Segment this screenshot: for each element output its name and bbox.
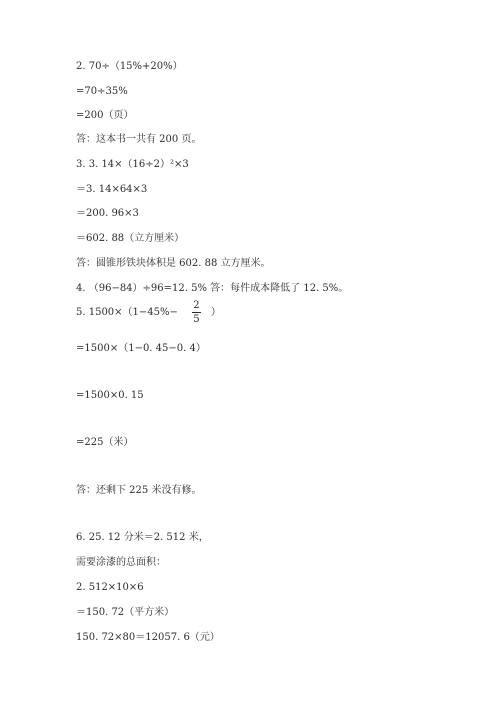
line-13: =1500×0. 15 [76,390,144,401]
fraction [192,300,201,325]
line-18: 2. 512×10×6 [76,582,144,593]
line-8: ＝602. 88（立方厘米） [76,233,185,244]
problem-5-line [76,300,221,326]
line-10: 4. （96−84）÷96=12. 5% 答：每件成本降低了 12. 5%。 [76,283,349,294]
line-19: ＝150. 72（平方米） [76,607,175,618]
problem-5-prefix: 5. 1500×（1−45%− [76,307,178,318]
line-6: ＝3. 14×64×3 [76,184,148,195]
line-3: =200（页） [76,110,134,121]
line-7: ＝200. 96×3 [76,208,139,219]
line-20: 150. 72×80＝12057. 6（元） [76,632,220,643]
line-15: 答：还剩下 225 米没有修。 [76,485,202,496]
line-16: 6. 25. 12 分米＝2. 512 米， [76,532,209,543]
line-5: 3. 3. 14×（16÷2）²×3 [76,159,189,170]
line-14: =225（米） [76,437,134,448]
line-2: =70÷35% [76,86,128,97]
line-4: 答：这本书一共有 200 页。 [76,134,202,145]
line-12: =1500×（1−0. 45−0. 4） [76,343,206,354]
fraction-numerator: 2 [193,300,200,311]
fraction-bar [192,312,201,313]
fraction-denominator: 5 [193,314,200,325]
line-1: 2. 70÷（15%+20%） [76,61,183,72]
line-17: 需要涂漆的总面积： [76,557,166,568]
line-9: 答：圆锥形铁块体积是 602. 88 立方厘米。 [76,258,271,269]
problem-5-suffix: ） [210,307,221,318]
